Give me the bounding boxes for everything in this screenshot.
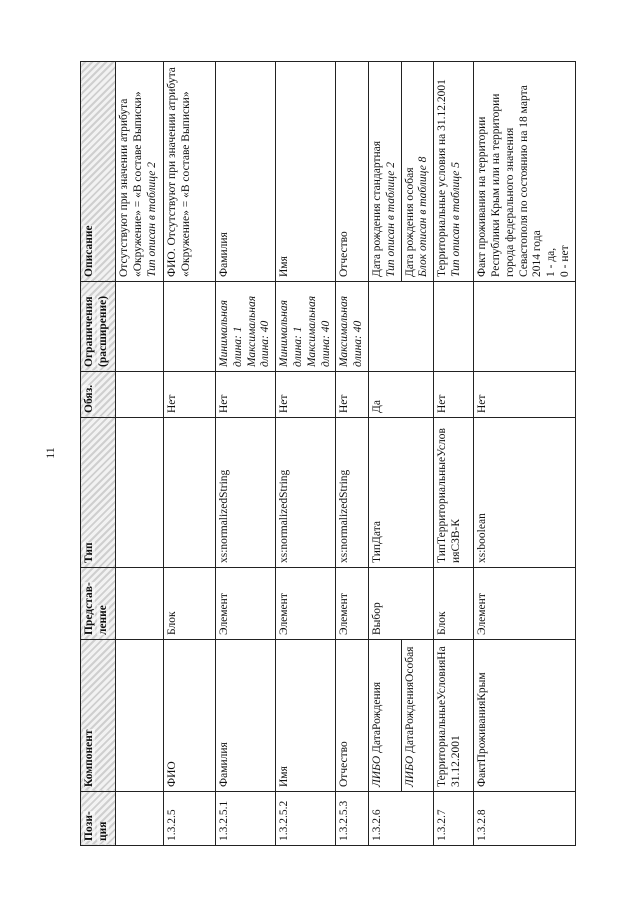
cell-description: Факт проживания на территории Республики Крым или на территории города федерального значения Севастополя по состоянию на 18 марта 2014 года 1 - да, 0 - нет (474, 62, 576, 282)
cell-type (164, 418, 216, 568)
cell-component: ТерриториальныеУсловияНа31.12.2001 (434, 640, 474, 792)
cell-description: Отчество (336, 62, 369, 282)
attribute-table-wrapper (80, 62, 571, 846)
cell-representation: Блок (434, 568, 474, 640)
cell-description: Отсутствуют при значении атрибута «Окружение» = «В составе Выписки» Тип описан в таблице 2 (116, 62, 164, 282)
cell-description: Территориальные условия на 31.12.2001 Тип описан в таблице 5 (434, 62, 474, 282)
table-row (368, 62, 433, 846)
table-row (216, 62, 276, 846)
cell-required: Нет (434, 372, 474, 418)
cell-restrictions: Минимальная длина: 1 Максимальная длина: 40 (216, 282, 276, 372)
cell-required: Нет (164, 372, 216, 418)
cell-description: ФИО. Отсутствуют при значении атрибута «Окружение» = «В составе Выписки» (164, 62, 216, 282)
cell-component: Отчество (336, 640, 369, 792)
cell-restrictions (434, 282, 474, 372)
cell-representation: Элемент (216, 568, 276, 640)
cell-restrictions (474, 282, 576, 372)
page-number: 11 (43, 447, 57, 459)
cell-component: ФактПроживанияКрым (474, 640, 576, 792)
header-representation: Представ-ление (81, 568, 116, 640)
cell-type: ТипДата (368, 418, 433, 568)
cell-type: xs:normalizedString (276, 418, 336, 568)
cell-required: Нет (216, 372, 276, 418)
cell-position: 1.3.2.7 (434, 792, 474, 846)
header-description: Описание (81, 62, 116, 282)
cell-description: Имя (276, 62, 336, 282)
cell-type: xs:boolean (474, 418, 576, 568)
cell-required: Нет (336, 372, 369, 418)
cell-component: Имя (276, 640, 336, 792)
cell-representation: Элемент (336, 568, 369, 640)
cell-description: Дата рождения стандартная Тип описан в таблице 2 Дата рождения особая Блок описан в таблице 8 (368, 62, 433, 282)
table-header-row (81, 62, 116, 846)
cell-required: Нет (474, 372, 576, 418)
cell-position: 1.3.2.5.3 (336, 792, 369, 846)
cell-type: ТипТерриториальныеУсловияСЗВ-К (434, 418, 474, 568)
header-restrictions: Ограничения (расширение) (81, 282, 116, 372)
table-row (434, 62, 474, 846)
cell-component: ФИО (164, 640, 216, 792)
table-row (474, 62, 576, 846)
header-type: Тип (81, 418, 116, 568)
header-required: Обяз. (81, 372, 116, 418)
table-row (116, 62, 164, 846)
header-position: Пози-ция (81, 792, 116, 846)
cell-representation: Выбор (368, 568, 433, 640)
cell-position: 1.3.2.5 (164, 792, 216, 846)
cell-component: ЛИБО ДатаРождения ЛИБО ДатаРожденияОсобая (368, 640, 433, 792)
cell-representation: Элемент (474, 568, 576, 640)
cell-position: 1.3.2.5.2 (276, 792, 336, 846)
cell-required: Да (368, 372, 433, 418)
cell-restrictions: Максимальная длина: 40 (336, 282, 369, 372)
attribute-table (80, 61, 576, 846)
cell-representation: Элемент (276, 568, 336, 640)
cell-type: xs:normalizedString (336, 418, 369, 568)
cell-restrictions (164, 282, 216, 372)
cell-type: xs:normalizedString (216, 418, 276, 568)
table-row (164, 62, 216, 846)
cell-restrictions: Минимальная длина: 1 Максимальная длина: 40 (276, 282, 336, 372)
cell-position: 1.3.2.6 (368, 792, 433, 846)
cell-position: 1.3.2.5.1 (216, 792, 276, 846)
cell-position: 1.3.2.8 (474, 792, 576, 846)
cell-required: Нет (276, 372, 336, 418)
table-row (276, 62, 336, 846)
cell-restrictions (368, 282, 433, 372)
cell-representation: Блок (164, 568, 216, 640)
table-row (336, 62, 369, 846)
header-component: Компонент (81, 640, 116, 792)
cell-component: Фамилия (216, 640, 276, 792)
cell-description: Фамилия (216, 62, 276, 282)
